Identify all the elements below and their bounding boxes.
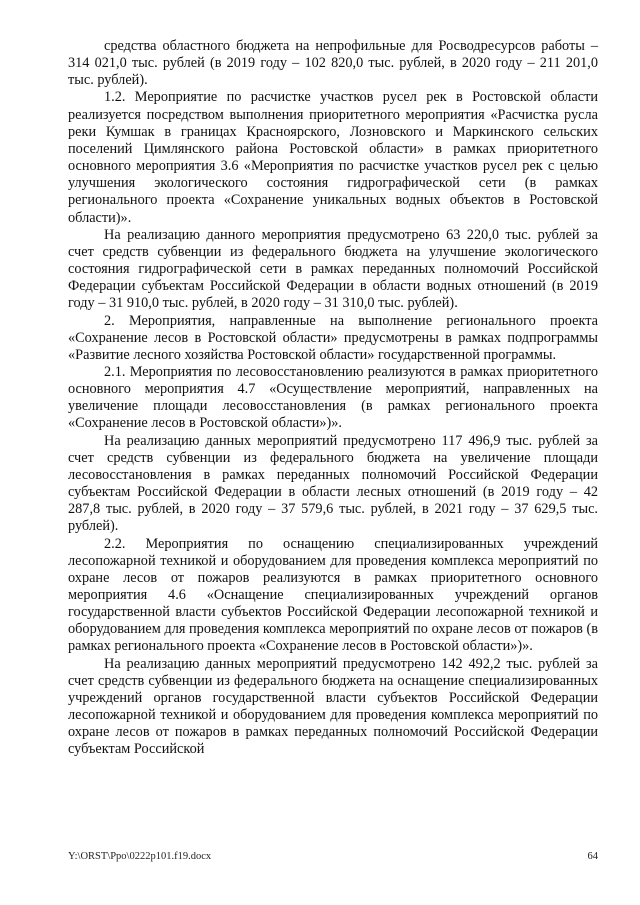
paragraph-item-2-2: 2.2. Мероприятия по оснащению специализированных учреждений лесопожарной техникой и оборудованием для проведения комплекса мероприятий по охране лесов от пожаров реализуются в рамках приоритетного основного мероприятия 4.6 «Оснащение специализированных учреждений органов государственной власти субъектов Российской Федерации лесопожарной техникой и оборудованием для проведения комплекса мероприятий по охране лесов от пожаров (в рамках регионального проекта «Сохранение лесов в Ростовской области»)».: [68, 535, 598, 655]
document-body: [68, 38, 598, 759]
paragraph-item-2: 2. Мероприятия, направленные на выполнение регионального проекта «Сохранение лесов в Ростовской области» предусмотрены в рамках подпрограммы «Развитие лесного хозяйства Ростовской области» государственной программы.: [68, 312, 598, 363]
paragraph-funding-1-2: На реализацию данного мероприятия предусмотрено 63 220,0 тыс. рублей за счет средств субвенции из федерального бюджета на улучшение экологического состояния гидрографической сети в рамках переданных полномочий Российской Федерации субъектам Российской Федерации в области водных отношений (в 2019 году – 31 910,0 тыс. рублей, в 2020 году – 31 310,0 тыс. рублей).: [68, 226, 598, 312]
page-number: 64: [587, 851, 598, 862]
paragraph-funding-2-2: На реализацию данных мероприятий предусмотрено 142 492,2 тыс. рублей за счет средств субвенции из федерального бюджета на оснащение специализированных учреждений органов государственной власти субъектов Российской Федерации лесопожарной техникой и оборудованием для проведения комплекса мероприятий по охране лесов от пожаров в рамках переданных полномочий Российской Федерации субъектам Российской: [68, 655, 598, 758]
paragraph-item-1-2: 1.2. Мероприятие по расчистке участков русел рек в Ростовской области реализуется посредством выполнения приоритетного мероприятия «Расчистка русла реки Кумшак в границах Красноярского, Лозновского и Маркинского сельских поселений Цимлянского района Ростовской области» в рамках приоритетного основного мероприятия 3.6 «Мероприятия по расчистке участков русел рек с целью улучшения экологического состояния гидрографической сети (в рамках регионального проекта «Сохранение уникальных водных объектов в Ростовской области)».: [68, 89, 598, 226]
paragraph-budget-continuation: средства областного бюджета на непрофильные для Росводресурсов работы – 314 021,0 тыс. рублей (в 2019 году – 102 820,0 тыс. рублей, в 2020 году – 211 201,0 тыс. рублей).: [68, 38, 598, 89]
footer-file-path: Y:\ORST\Ppo\0222p101.f19.docx: [68, 851, 212, 862]
paragraph-item-2-1: 2.1. Мероприятия по лесовосстановлению реализуются в рамках приоритетного основного мероприятия 4.7 «Осуществление мероприятий, направленных на увеличение площади лесовосстановления (в рамках регионального проекта «Сохранение лесов в Ростовской области»)».: [68, 363, 598, 432]
paragraph-funding-2-1: На реализацию данных мероприятий предусмотрено 117 496,9 тыс. рублей за счет средств субвенции из федерального бюджета на увеличение площади лесовосстановления в рамках переданных полномочий Российской Федерации субъектам Российской Федерации в области лесных отношений (в 2019 году – 42 287,8 тыс. рублей, в 2020 году – 37 579,6 тыс. рублей, в 2021 году – 37 629,5 тыс. рублей).: [68, 432, 598, 535]
